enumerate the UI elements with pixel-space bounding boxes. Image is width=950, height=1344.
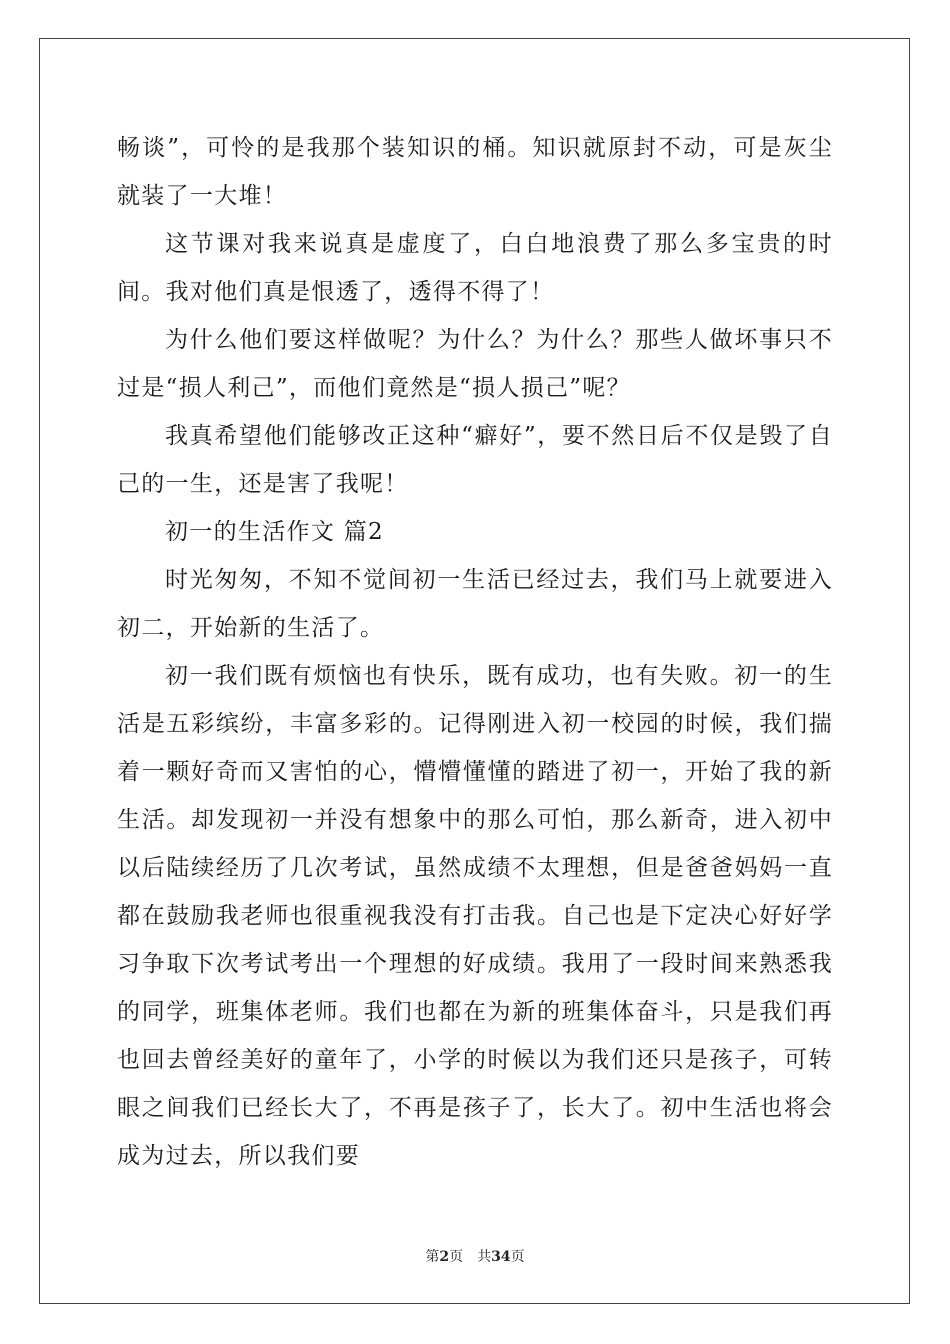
paragraph-2: 这节课对我来说真是虚度了，白白地浪费了那么多宝贵的时间。我对他们真是恨透了，透得不得了！ xyxy=(117,231,833,305)
paragraph-4: 我真希望他们能够改正这种“癖好”，要不然日后不仅是毁了自己的一生，还是害了我呢！ xyxy=(117,423,833,497)
section-paragraph-2: 初一我们既有烦恼也有快乐，既有成功，也有失败。初一的生活是五彩缤纷，丰富多彩的。记得刚进入初一校园的时候，我们揣着一颗好奇而又害怕的心，懵懵懂懂的踏进了初一，开始了我的新生活。却发现初一并没有想象中的那么可怕，那么新奇，进入初中以后陆续经历了几次考试，虽然成绩不太理想，但是爸爸妈妈一直都在鼓励我老师也很重视我没有打击我。自己也是下定决心好好学习争取下次考试考出一个理想的好成绩。我用了一段时间来熟悉我的同学，班集体老师。我们也都在为新的班集体奋斗，只是我们再也回去曾经美好的童年了，小学的时候以为我们还只是孩子，可转眼之间我们已经长大了，不再是孩子了，长大了。初中生活也将会成为过去，所以我们要 xyxy=(117,663,833,1169)
footer-mid: 页 共 xyxy=(449,1249,492,1265)
footer-suffix: 页 xyxy=(510,1249,525,1265)
section-paragraph-1: 时光匆匆，不知不觉间初一生活已经过去，我们马上就要进入初二，开始新的生活了。 xyxy=(117,567,833,641)
paragraph-1: 畅谈”，可怜的是我那个装知识的桶。知识就原封不动，可是灰尘就装了一大堆！ xyxy=(117,135,833,209)
footer-page-current: 2 xyxy=(439,1249,450,1265)
page-footer xyxy=(0,1246,950,1266)
paragraph-3: 为什么他们要这样做呢？为什么？为什么？那些人做坏事只不过是“损人利己”，而他们竟然是“损人损己”呢？ xyxy=(117,327,833,401)
document-body xyxy=(117,124,833,1180)
footer-page-total: 34 xyxy=(491,1249,511,1265)
section-title: 初一的生活作文 篇2 xyxy=(165,519,384,545)
footer-prefix: 第 xyxy=(425,1249,440,1265)
